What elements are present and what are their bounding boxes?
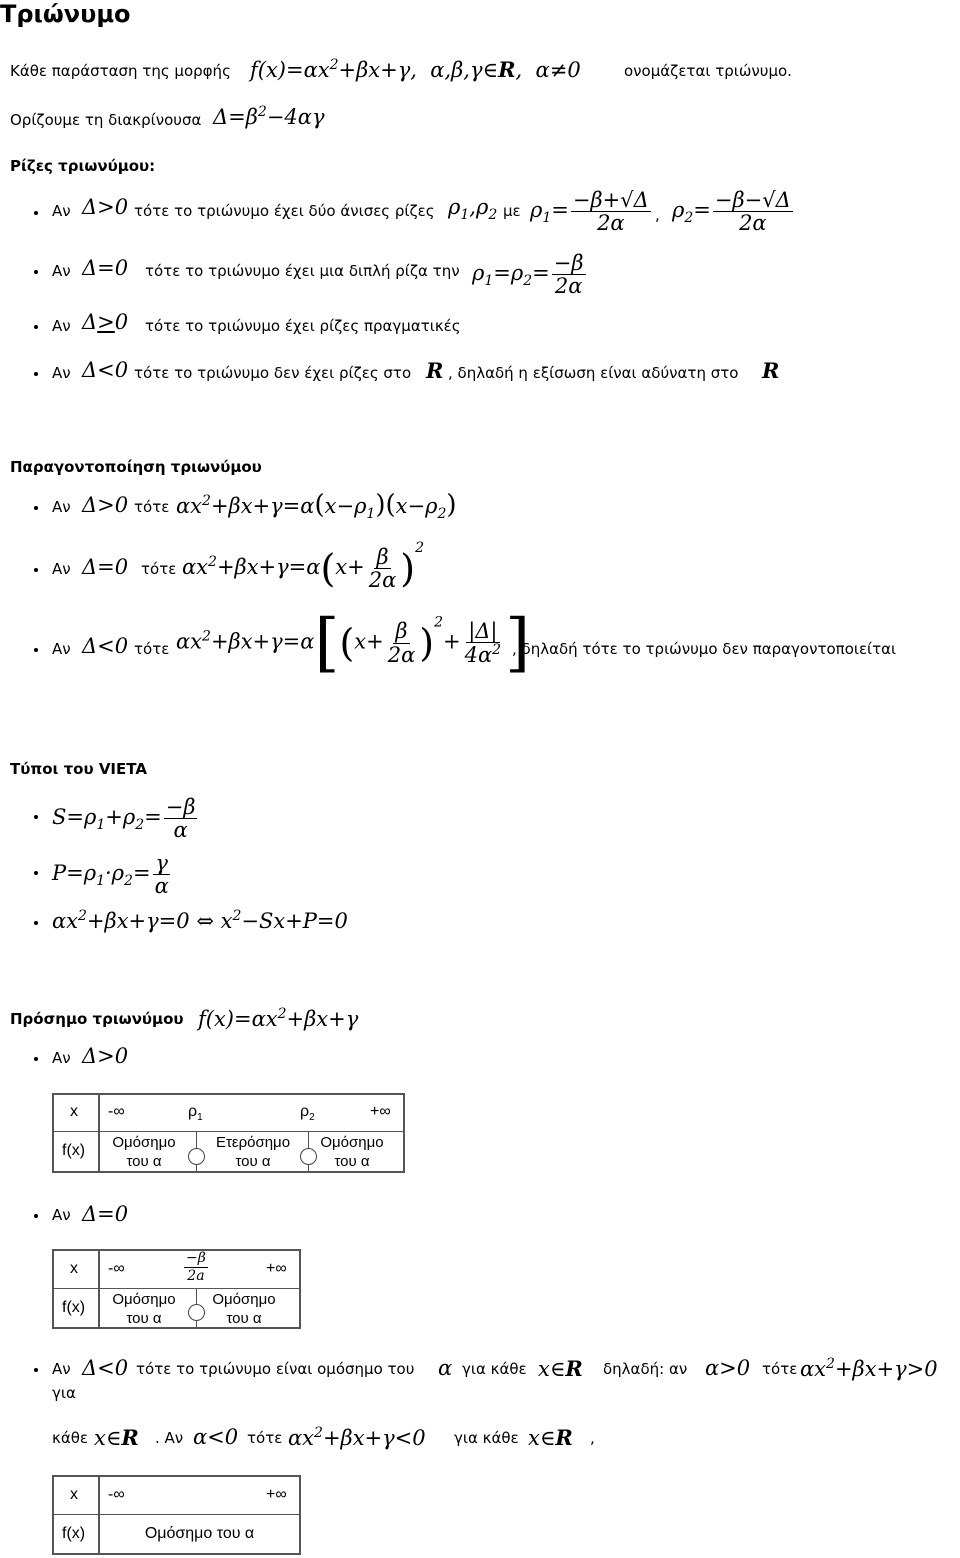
table-frame [52,1475,301,1555]
sign-same-cell: Ομόσημο του α [212,1291,276,1327]
if-label: Αν [52,1206,71,1224]
zero-circle-icon [188,1304,205,1321]
if-label: . Αν [155,1429,184,1447]
sign-heading-formula: $f(x)=\alpha x^2+\beta x+\gamma$ [198,1006,359,1031]
alpha-negative: α<0 [193,1425,239,1449]
vieta-product-formula: $P=\rho_1\cdot\rho_2=$ $\frac{\gamma}{\alpha}$ [52,851,169,899]
bullet [34,325,38,329]
x-in-r: x∈R [538,1356,583,1381]
if-label: Αν [52,1360,71,1378]
bullet [34,1057,38,1061]
bullet [34,648,38,652]
root1-label: $\rho_1$ [188,1103,203,1124]
alpha-positive: α>0 [705,1356,751,1380]
condition-delta-zero: Δ=0 [82,1202,129,1226]
condition-delta-positive: Δ>0 [82,195,129,219]
page-title: Τριώνυμο [0,0,131,28]
then-label: τότε [134,640,170,658]
plus-infinity: +∞ [266,1486,287,1503]
minus-infinity: -∞ [108,1260,125,1277]
table-col-divider [98,1475,100,1555]
vieta-heading: Τύποι του VIETA [10,760,147,778]
if-label: Αν [52,317,71,335]
with-label: με [503,202,521,220]
for-every-text: για κάθε [462,1360,527,1378]
double-root-text: τότε το τριώνυμο έχει μια διπλή ρίζα την [145,262,460,280]
roots-heading: Ρίζες τριωνύμου: [10,157,156,175]
condition-delta-negative: Δ<0 [82,634,129,658]
fx-label: f(x) [62,1525,86,1542]
for-every-text: για κάθε [454,1429,519,1447]
intro-text: Κάθε παράσταση της μορφής [10,62,231,80]
table-row-divider [52,1514,301,1515]
trinomial-negative: $\alpha x^2+\beta x+\gamma<0$ [288,1425,426,1450]
factorization-double-root: $\alpha x^2+\beta x+\gamma=\alpha(x+$ $\frac{\beta}{2\alpha}$ )$^2$ [182,540,425,592]
roots-symbols: $\rho_1,\rho_2$ [448,195,498,224]
condition-delta-zero: Δ=0 [82,555,129,579]
comma: , [655,206,660,224]
if-label: Αν [52,202,71,220]
sign-same-cell: Ομόσημο του α [112,1291,176,1327]
root1-formula: $\rho_1=$ $\frac{-\beta+√\Delta}{2\alpha}$ [530,188,649,236]
plus-infinity: +∞ [370,1103,391,1120]
x-label: x [70,1260,78,1277]
minus-infinity: -∞ [108,1486,125,1503]
fx-label: f(x) [62,1142,86,1159]
real-set-symbol: R [762,358,780,383]
comma: , [590,1429,595,1447]
sign-same-cell: Ομόσημο του α [144,1525,255,1542]
if-label: Αν [52,640,71,658]
table-col-divider [98,1093,100,1173]
then-label: τότε [247,1429,283,1447]
root2-label: $\rho_2$ [300,1103,315,1124]
no-roots-text: τότε το τριώνυμο δεν έχει ρίζες στο [134,364,412,382]
bullet [34,871,38,875]
every-label: κάθε [52,1429,89,1447]
bullet [34,815,38,819]
if-label: Αν [52,498,71,516]
then-label: τότε [141,560,177,578]
double-root-formula: $\rho_1=\rho_2=$ $\frac{-\beta}{2\alpha}$ [472,251,584,299]
minus-infinity: -∞ [108,1103,125,1120]
that-is-text: δηλαδή: αν [603,1360,688,1378]
discriminant-label: Ορίζουμε τη διακρίνουσα [10,111,202,129]
condition-delta-negative: Δ<0 [82,1356,129,1380]
real-set-symbol: R [426,358,444,383]
zero-circle-icon [188,1148,205,1165]
bullet [34,1214,38,1218]
factorization-heading: Παραγοντοποίηση τριωνύμου [10,458,262,476]
x-label: x [70,1103,78,1120]
condition-delta-zero: Δ=0 [82,256,129,280]
root2-formula: $\rho_2=$ $\frac{-\beta-√\Delta}{2\alpha}$ [672,188,791,236]
factorization-two-roots: $\alpha x^2+\beta x+\gamma=\alpha(x-\rho_1)(x-\rho_2)$ [176,490,457,523]
if-label: Αν [52,560,71,578]
condition-delta-positive: Δ>0 [82,1044,129,1068]
sign-same-cell: Ομόσημο του α [320,1134,384,1170]
same-sign-text: τότε το τριώνυμο είναι ομόσημο του [136,1360,415,1378]
for-label: για [52,1384,76,1402]
alpha-symbol: α [438,1356,453,1380]
x-label: x [70,1486,78,1503]
condition-delta-positive: Δ>0 [82,493,129,517]
table-row-divider [52,1288,301,1289]
if-label: Αν [52,364,71,382]
table-col-divider [98,1249,100,1329]
vieta-equation-formula: $\alpha x^2+\beta x+\gamma=0$ ⇔ $x^2-Sx+P=0$ [52,908,348,933]
roots-text: τότε το τριώνυμο έχει δύο άνισες ρίζες [134,202,435,220]
if-label: Αν [52,262,71,280]
sign-heading: Πρόσημο τριωνύμου [10,1010,184,1028]
bullet [34,921,38,925]
not-factorable-note: , δηλαδή τότε το τριώνυμο δεν παραγοντοποιείται [512,640,897,658]
condition-delta-negative: Δ<0 [82,358,129,382]
intro-suffix: ονομάζεται τριώνυμο. [624,62,792,80]
bullet [34,506,38,510]
trinomial-positive: $\alpha x^2+\beta x+\gamma>0$ [800,1356,938,1381]
fx-label: f(x) [62,1299,86,1316]
x-in-r: x∈R [94,1425,139,1450]
x-in-r: x∈R [528,1425,573,1450]
bullet [34,1368,38,1372]
trinomial-definition-formula: $f(x)=\alpha x^2+\beta x+\gamma$, α,β,γ∈R, α≠0 [250,57,581,82]
table-row-divider [52,1131,405,1132]
discriminant-formula: $\Delta=\beta^2-4\alpha\gamma$ [213,104,325,129]
sign-same-cell: Ομόσημο του α [112,1134,176,1170]
bullet [34,211,38,215]
vieta-sum-formula: $S=\rho_1+\rho_2=$ $\frac{-\beta}{\alpha}$ [52,795,196,843]
then-label: τότε [762,1360,798,1378]
double-root-label: −β 2a [186,1250,206,1284]
bullet [34,568,38,572]
impossible-equation-text: , δηλαδή η εξίσωση είναι αδύνατη στο [448,364,739,382]
bullet [34,372,38,376]
sign-opposite-cell: Ετερόσημο του α [215,1134,291,1170]
condition-delta-nonnegative: Δ>0 [82,310,129,334]
bullet [34,270,38,274]
factorization-no-roots: $\alpha x^2+\beta x+\gamma=\alpha[(x+$ $\frac{\beta}{2\alpha}$ )$^2$+ $\frac{|\Delta|}{4\alpha^2}$ ] [176,606,531,680]
plus-infinity: +∞ [266,1260,287,1277]
if-label: Αν [52,1049,71,1067]
real-roots-text: τότε το τριώνυμο έχει ρίζες πραγματικές [145,317,461,335]
then-label: τότε [134,498,170,516]
